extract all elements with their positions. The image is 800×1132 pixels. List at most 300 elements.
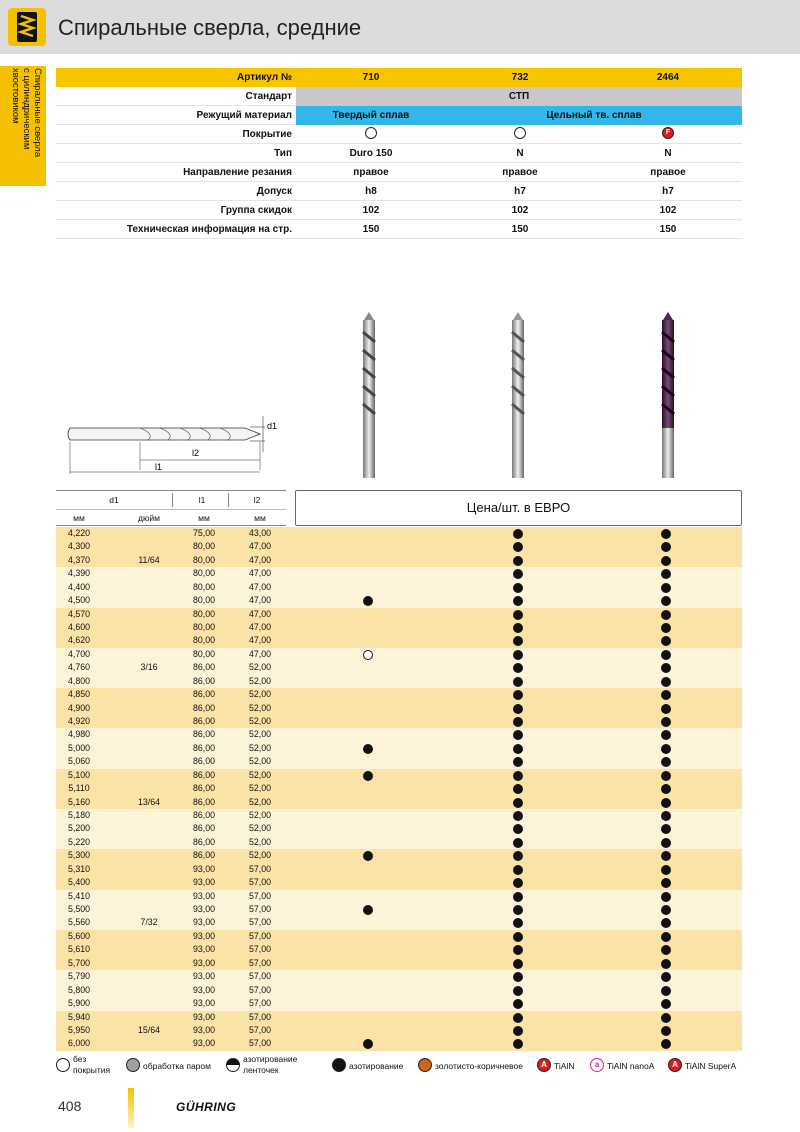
unit-mm-l2: мм: [254, 513, 266, 523]
spec-value: Duro 150: [349, 148, 393, 159]
cell-l1: 86,00: [192, 742, 215, 753]
cell-d1: 5,220: [67, 836, 90, 847]
legend-label: TiAlN nanoA: [607, 1061, 655, 1071]
cell-l2: 47,00: [248, 648, 271, 659]
page-title: Спиральные сверла, средние: [58, 15, 362, 40]
availability-dot-icon[interactable]: [513, 1013, 523, 1023]
table-row[interactable]: [56, 608, 742, 621]
spec-value: 102: [659, 205, 677, 216]
availability-dot-icon[interactable]: [661, 583, 671, 593]
cell-l1: 86,00: [192, 702, 215, 713]
page-number: 408: [58, 1098, 82, 1114]
spec-row-discount: [56, 201, 742, 220]
cell-l1: 93,00: [192, 971, 215, 982]
availability-dot-icon[interactable]: [513, 851, 523, 861]
cell-l1: 86,00: [192, 796, 215, 807]
d1-label: d1: [267, 421, 278, 431]
cell-d1: 4,760: [67, 662, 90, 673]
cell-l1: 86,00: [192, 769, 215, 780]
cell-d1: 4,800: [67, 675, 90, 686]
table-row-group: [56, 608, 742, 648]
spec-label: Режущий материал: [196, 110, 292, 121]
availability-dot-icon[interactable]: [661, 798, 671, 808]
cell-l2: 57,00: [248, 1024, 271, 1035]
availability-dot-icon[interactable]: [661, 784, 671, 794]
availability-dot-icon[interactable]: [513, 596, 523, 606]
dimension-table-header: [56, 490, 286, 526]
cell-l2: 52,00: [248, 715, 271, 726]
table-row[interactable]: [56, 957, 742, 970]
availability-dot-icon[interactable]: [513, 918, 523, 928]
cell-l1: 86,00: [192, 675, 215, 686]
cell-l1: 86,00: [192, 836, 215, 847]
drill-logo-icon: [8, 8, 46, 46]
cell-l1: 93,00: [192, 1038, 215, 1049]
black-circle-icon: [332, 1058, 346, 1072]
spec-row-direction: [56, 163, 742, 182]
table-row[interactable]: [56, 715, 742, 728]
table-row-group: [56, 890, 742, 930]
cell-l1: 86,00: [192, 662, 215, 673]
spec-value: N: [664, 148, 672, 159]
cell-l1: 86,00: [192, 810, 215, 821]
table-row[interactable]: [56, 836, 742, 849]
cell-d1: 5,100: [67, 769, 90, 780]
red-A-circle-icon: A: [537, 1058, 551, 1072]
table-row[interactable]: [56, 863, 742, 876]
col-l2-header: l2: [253, 495, 261, 505]
unit-mm-l1: мм: [198, 513, 210, 523]
availability-limited-icon[interactable]: [363, 650, 373, 660]
cell-d1: 5,700: [67, 957, 90, 968]
availability-dot-icon[interactable]: [513, 811, 523, 821]
table-row[interactable]: [56, 970, 742, 983]
availability-dot-icon[interactable]: [513, 999, 523, 1009]
availability-dot-icon[interactable]: [513, 636, 523, 646]
spec-value: N: [516, 148, 524, 159]
legend-label: покрытия: [73, 1065, 111, 1075]
availability-dot-icon[interactable]: [661, 771, 671, 781]
cell-l1: 80,00: [192, 621, 215, 632]
table-row[interactable]: [56, 567, 742, 580]
availability-dot-icon[interactable]: [513, 663, 523, 673]
cell-l1: 80,00: [192, 608, 215, 619]
cell-l2: 57,00: [248, 957, 271, 968]
availability-dot-icon[interactable]: [661, 596, 671, 606]
availability-dot-icon[interactable]: [661, 865, 671, 875]
tech-info-link[interactable]: 150: [362, 224, 380, 235]
table-row[interactable]: [56, 1011, 742, 1024]
drill-image-732: [505, 310, 531, 487]
availability-dot-icon[interactable]: [513, 838, 523, 848]
table-row[interactable]: [56, 916, 742, 929]
cell-d1: 4,220: [67, 528, 90, 538]
cell-l1: 80,00: [192, 595, 215, 606]
availability-dot-icon[interactable]: [513, 690, 523, 700]
cell-l2: 47,00: [248, 581, 271, 592]
cell-d1: 4,850: [67, 689, 90, 700]
cell-l2: 52,00: [248, 823, 271, 834]
cell-l1: 80,00: [192, 568, 215, 579]
availability-dot-icon[interactable]: [661, 717, 671, 727]
table-row[interactable]: [56, 661, 742, 674]
availability-dot-icon[interactable]: [661, 623, 671, 633]
unit-mm-d1: мм: [73, 513, 85, 523]
spec-row-type: [56, 144, 742, 163]
availability-dot-icon[interactable]: [661, 945, 671, 955]
table-row-group: [56, 809, 742, 849]
availability-dot-icon[interactable]: [661, 650, 671, 660]
availability-dot-icon[interactable]: [661, 959, 671, 969]
table-row[interactable]: [56, 782, 742, 795]
availability-dot-icon[interactable]: [661, 704, 671, 714]
table-row[interactable]: [56, 930, 742, 943]
spec-value: h8: [365, 186, 377, 197]
cell-d1: 5,180: [67, 810, 90, 821]
table-row[interactable]: [56, 634, 742, 647]
cell-d1: 5,310: [67, 863, 90, 874]
table-row[interactable]: [56, 688, 742, 701]
availability-dot-icon[interactable]: [363, 905, 373, 915]
cell-l2: 57,00: [248, 863, 271, 874]
availability-dot-icon[interactable]: [661, 556, 671, 566]
cell-l2: 52,00: [248, 756, 271, 767]
cell-d1: 5,600: [67, 930, 90, 941]
availability-dot-icon[interactable]: [513, 771, 523, 781]
spec-value: правое: [650, 167, 686, 178]
legend-label: TiAlN SuperA: [685, 1061, 737, 1071]
availability-dot-icon[interactable]: [513, 730, 523, 740]
legend-label: ленточек: [243, 1065, 279, 1075]
cell-l2: 57,00: [248, 944, 271, 955]
availability-dot-icon[interactable]: [513, 905, 523, 915]
spec-value: правое: [353, 167, 389, 178]
availability-dot-icon[interactable]: [513, 677, 523, 687]
cell-inch: 7/32: [140, 917, 158, 928]
cell-d1: 4,370: [67, 554, 90, 565]
cell-d1: 5,160: [67, 796, 90, 807]
cell-l1: 93,00: [192, 904, 215, 915]
availability-dot-icon[interactable]: [661, 999, 671, 1009]
cell-d1: 5,110: [68, 783, 90, 794]
availability-dot-icon[interactable]: [661, 986, 671, 996]
spec-label: Группа скидок: [220, 205, 292, 216]
table-row[interactable]: [56, 742, 742, 755]
cell-l2: 57,00: [248, 1011, 271, 1022]
table-row[interactable]: [56, 581, 742, 594]
cell-d1: 4,300: [67, 541, 90, 552]
white-circle-icon: [56, 1058, 70, 1072]
cell-l1: 80,00: [192, 541, 215, 552]
legend-label: обработка паром: [143, 1061, 211, 1071]
legend-label: TiAlN: [554, 1061, 575, 1071]
spec-value: правое: [502, 167, 538, 178]
table-row[interactable]: [56, 1024, 742, 1037]
spec-row-techinfo: [56, 220, 742, 239]
availability-dot-icon[interactable]: [661, 569, 671, 579]
spec-row-coating: [56, 125, 742, 144]
spec-label: Покрытие: [242, 129, 292, 140]
availability-dot-icon[interactable]: [513, 583, 523, 593]
table-row[interactable]: [56, 876, 742, 889]
table-row[interactable]: [56, 540, 742, 553]
availability-dot-icon[interactable]: [661, 542, 671, 552]
legend-label: без: [73, 1054, 87, 1064]
brand-logo: GÜHRING: [176, 1100, 237, 1114]
availability-dot-icon[interactable]: [661, 636, 671, 646]
cell-d1: 4,900: [67, 702, 90, 713]
availability-dot-icon[interactable]: [513, 784, 523, 794]
cell-l2: 57,00: [248, 971, 271, 982]
spec-label: Техническая информация на стр.: [126, 224, 292, 235]
spec-row-material: [56, 106, 742, 125]
availability-dot-icon[interactable]: [661, 851, 671, 861]
cell-d1: 5,000: [67, 742, 90, 753]
availability-dot-icon[interactable]: [513, 529, 523, 539]
availability-dot-icon[interactable]: [661, 1026, 671, 1036]
spec-value-710: 710: [296, 68, 446, 87]
table-row[interactable]: [56, 796, 742, 809]
gray-circle-icon: [126, 1058, 140, 1072]
spec-value-standard: СТП: [296, 87, 742, 106]
availability-dot-icon[interactable]: [661, 811, 671, 821]
coating-mark: F: [662, 127, 674, 139]
table-row[interactable]: [56, 527, 742, 540]
availability-dot-icon[interactable]: [661, 610, 671, 620]
availability-dot-icon[interactable]: [661, 663, 671, 673]
half-black-circle-icon: [226, 1058, 240, 1072]
availability-dot-icon[interactable]: [661, 757, 671, 767]
availability-dot-icon[interactable]: [513, 798, 523, 808]
availability-dot-icon[interactable]: [661, 892, 671, 902]
availability-dot-icon[interactable]: [513, 650, 523, 660]
tech-info-link[interactable]: 150: [511, 224, 529, 235]
cell-l2: 52,00: [248, 675, 271, 686]
coating-fire-icon: [594, 125, 742, 144]
cell-l1: 93,00: [192, 1011, 215, 1022]
table-row[interactable]: [56, 809, 742, 822]
unit-inch: дюйм: [138, 513, 160, 523]
cell-d1: 5,500: [67, 904, 90, 915]
cell-d1: 4,700: [67, 648, 90, 659]
availability-dot-icon[interactable]: [661, 677, 671, 687]
cell-l2: 52,00: [248, 662, 271, 673]
availability-dot-icon[interactable]: [661, 744, 671, 754]
cell-l1: 93,00: [192, 877, 215, 888]
cell-d1: 4,500: [67, 595, 90, 606]
cell-l2: 47,00: [248, 541, 271, 552]
price-header: Цена/шт. в ЕВРО: [295, 490, 742, 526]
coating-none-icon: [446, 125, 594, 144]
spec-value-2464: 2464: [594, 68, 742, 87]
availability-dot-icon[interactable]: [513, 704, 523, 714]
drill-image-710: [356, 310, 382, 487]
spec-value: h7: [662, 186, 674, 197]
availability-dot-icon[interactable]: [661, 838, 671, 848]
legend-label: азотирование: [243, 1054, 298, 1064]
cell-inch: 11/64: [138, 554, 160, 565]
cell-l2: 52,00: [248, 689, 271, 700]
availability-dot-icon[interactable]: [513, 878, 523, 888]
cell-l1: 93,00: [192, 930, 215, 941]
cell-l1: 86,00: [192, 715, 215, 726]
spec-value-material-710: Твердый сплав: [296, 106, 446, 125]
availability-dot-icon[interactable]: [513, 1026, 523, 1036]
availability-dot-icon[interactable]: [661, 972, 671, 982]
spec-table: [56, 68, 742, 239]
table-row-group: [56, 728, 742, 768]
drill-image-2464: [655, 310, 681, 487]
availability-dot-icon[interactable]: [513, 865, 523, 875]
cell-d1: 5,060: [67, 756, 90, 767]
availability-dot-icon[interactable]: [513, 972, 523, 982]
page-header: [0, 0, 800, 54]
cell-l2: 52,00: [248, 810, 271, 821]
availability-dot-icon[interactable]: [513, 959, 523, 969]
availability-dot-icon[interactable]: [513, 623, 523, 633]
availability-dot-icon[interactable]: [513, 824, 523, 834]
availability-dot-icon[interactable]: [661, 878, 671, 888]
cell-l1: 93,00: [192, 1024, 215, 1035]
availability-dot-icon[interactable]: [661, 824, 671, 834]
table-row-group: [56, 930, 742, 970]
cell-l2: 43,00: [248, 528, 271, 538]
availability-dot-icon[interactable]: [363, 744, 373, 754]
tech-info-link[interactable]: 150: [659, 224, 677, 235]
cell-d1: 5,940: [67, 1011, 90, 1022]
availability-dot-icon[interactable]: [513, 892, 523, 902]
cell-l1: 86,00: [192, 783, 215, 794]
availability-dot-icon[interactable]: [513, 744, 523, 754]
availability-dot-icon[interactable]: [513, 542, 523, 552]
col-l1-header: l1: [198, 495, 206, 505]
availability-dot-icon[interactable]: [513, 932, 523, 942]
availability-dot-icon[interactable]: [363, 771, 373, 781]
availability-dot-icon[interactable]: [513, 945, 523, 955]
table-row[interactable]: [56, 769, 742, 782]
availability-dot-icon[interactable]: [661, 690, 671, 700]
table-row[interactable]: [56, 648, 742, 661]
table-row[interactable]: [56, 943, 742, 956]
cell-l1: 93,00: [192, 890, 215, 901]
availability-dot-icon[interactable]: [661, 1039, 671, 1049]
spec-value-material-solid: Цельный тв. сплав: [446, 106, 742, 125]
cell-d1: 5,400: [67, 877, 90, 888]
table-row-group: [56, 527, 742, 567]
cell-d1: 5,410: [67, 890, 90, 901]
availability-dot-icon[interactable]: [363, 596, 373, 606]
table-row[interactable]: [56, 984, 742, 997]
table-row[interactable]: [56, 675, 742, 688]
cell-l1: 86,00: [192, 729, 215, 740]
drill-dimension-drawing: [60, 408, 290, 488]
cell-l2: 52,00: [248, 769, 271, 780]
cell-d1: 5,200: [67, 823, 90, 834]
availability-dot-icon[interactable]: [661, 730, 671, 740]
table-row-group: [56, 688, 742, 728]
spec-label: Допуск: [256, 186, 292, 197]
pink-a-circle-icon: a: [590, 1058, 604, 1072]
spec-label: Стандарт: [245, 91, 292, 102]
cell-l2: 52,00: [248, 783, 271, 794]
cell-d1: 4,920: [67, 715, 90, 726]
availability-dot-icon[interactable]: [513, 717, 523, 727]
cell-l1: 80,00: [192, 554, 215, 565]
cell-l2: 52,00: [248, 836, 271, 847]
spec-value: 102: [511, 205, 529, 216]
availability-dot-icon[interactable]: [513, 556, 523, 566]
availability-dot-icon[interactable]: [513, 757, 523, 767]
cell-l2: 57,00: [248, 1038, 271, 1049]
availability-dot-icon[interactable]: [661, 932, 671, 942]
table-row[interactable]: [56, 903, 742, 916]
availability-dot-icon[interactable]: [661, 529, 671, 539]
cell-l2: 52,00: [248, 850, 271, 861]
spec-label: Направление резания: [183, 167, 292, 178]
table-row[interactable]: [56, 702, 742, 715]
table-row[interactable]: [56, 594, 742, 607]
availability-dot-icon[interactable]: [661, 918, 671, 928]
table-row-group: [56, 769, 742, 809]
table-row[interactable]: [56, 849, 742, 862]
cell-inch: 13/64: [137, 796, 160, 807]
cell-l2: 47,00: [248, 554, 271, 565]
cell-d1: 5,900: [67, 998, 90, 1009]
cell-l2: 57,00: [248, 890, 271, 901]
table-row[interactable]: [56, 755, 742, 768]
availability-dot-icon[interactable]: [513, 1039, 523, 1049]
table-row[interactable]: [56, 728, 742, 741]
cell-l2: 47,00: [248, 568, 271, 579]
availability-dot-icon[interactable]: [363, 1039, 373, 1049]
table-row[interactable]: [56, 621, 742, 634]
cell-inch: 15/64: [137, 1024, 160, 1035]
table-row[interactable]: [56, 1037, 742, 1050]
cell-l1: 80,00: [192, 635, 215, 646]
l2-label: l2: [192, 448, 200, 458]
availability-dot-icon[interactable]: [513, 569, 523, 579]
cell-l2: 47,00: [248, 608, 271, 619]
cell-d1: 4,980: [67, 729, 90, 740]
availability-dot-icon[interactable]: [513, 986, 523, 996]
spec-value-732: 732: [446, 68, 594, 87]
table-row[interactable]: [56, 822, 742, 835]
cell-l2: 57,00: [248, 904, 271, 915]
cell-l2: 57,00: [248, 984, 271, 995]
table-row-group: [56, 1011, 742, 1051]
cell-d1: 4,570: [67, 608, 90, 619]
coating-none-icon: [296, 125, 446, 144]
side-tab-text: [10, 68, 43, 186]
spec-row-tolerance: [56, 182, 742, 201]
l1-label: l1: [155, 462, 163, 472]
dimension-table-body: [56, 527, 742, 1051]
cell-d1: 5,560: [67, 917, 90, 928]
availability-dot-icon[interactable]: [363, 851, 373, 861]
cell-l1: 75,00: [192, 528, 215, 538]
cell-l1: 93,00: [192, 944, 215, 955]
cell-l2: 57,00: [248, 877, 271, 888]
availability-dot-icon[interactable]: [661, 1013, 671, 1023]
availability-dot-icon[interactable]: [661, 905, 671, 915]
table-row[interactable]: [56, 997, 742, 1010]
table-row[interactable]: [56, 554, 742, 567]
section-side-tab[interactable]: [0, 66, 46, 186]
availability-dot-icon[interactable]: [513, 610, 523, 620]
cell-d1: 5,300: [67, 850, 90, 861]
table-row[interactable]: [56, 890, 742, 903]
side-tab-line: хвостовиком: [10, 68, 21, 124]
